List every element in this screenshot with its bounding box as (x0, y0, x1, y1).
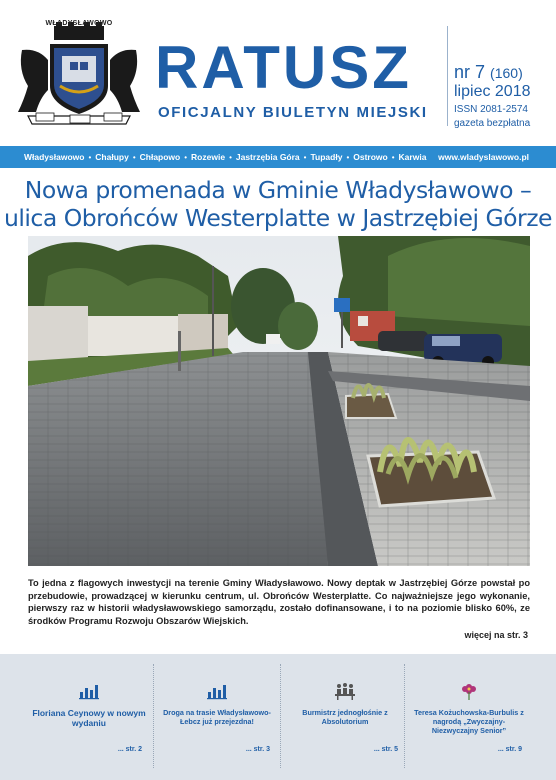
nav-separator: • (184, 152, 188, 162)
issue-number (454, 62, 531, 83)
nav-locality[interactable]: Karwia (398, 152, 427, 162)
issue-total: (160) (490, 65, 523, 81)
issue-nr: nr 7 (454, 62, 486, 82)
issue-date: lipiec 2018 (454, 83, 531, 100)
nav-locality[interactable]: Tupadły (310, 152, 343, 162)
teaser-divider (280, 664, 281, 768)
issue-info (454, 62, 531, 130)
teaser-1[interactable] (28, 668, 150, 772)
localities-bar (0, 146, 556, 168)
teaser-2-page: ... str. 3 (245, 746, 270, 753)
publication-title: RATUSZ (155, 34, 412, 101)
meeting-icon (334, 682, 356, 700)
nav-separator: • (88, 152, 92, 162)
coat-of-arms-logo (14, 20, 144, 126)
website-link[interactable]: www.wladyslawowo.pl (438, 152, 529, 162)
promenade-photo (28, 236, 530, 566)
nav-separator: • (132, 152, 136, 162)
headline-line-1: Nowa promenada w Gminie Władysławowo – (24, 176, 532, 204)
article-headline (0, 176, 556, 232)
nav-locality[interactable]: Chałupy (95, 152, 129, 162)
nav-locality[interactable]: Rozewie (191, 152, 226, 162)
nav-separator: • (229, 152, 232, 162)
localities-list (0, 152, 426, 162)
teaser-divider (404, 664, 405, 768)
bar-chart-icon (78, 682, 100, 700)
nav-locality[interactable]: Jastrzębia Góra (235, 152, 300, 162)
teaser-4-title: Teresa Kożuchowska-Burbulis z nagrodą „Zwyczajny-Niezwyczajny Senior” (414, 708, 524, 735)
nav-separator: • (303, 152, 307, 162)
article-lead: To jedna z flagowych inwestycji na terenie Gminy Władysławowo. Nowy deptak w Jastrzębiej Górze powstał po przebudowie, prowadzącej w kierunku centrum, ul. Obrońców Westerplatte. Co najważniejsze jego wykonanie, pierwszy raz w historii władysławowskiego samorządu, zostało dofinansowane, i to na poziomie blisko 60%, ze środków Programu Rozwoju Obszarów Wiejskich. (28, 578, 530, 626)
nav-separator: • (391, 152, 395, 162)
publication-subtitle: OFICJALNY BIULETYN MIEJSKI (158, 104, 428, 121)
headline-line-2: ulica Obrońców Westerplatte w Jastrzębiej Górze (3, 204, 553, 232)
teaser-divider (153, 664, 154, 768)
teaser-3-page: ... str. 5 (373, 746, 398, 753)
teaser-3[interactable] (284, 668, 406, 772)
free-notice: gazeta bezpłatna (454, 118, 531, 129)
teaser-4[interactable] (408, 668, 530, 772)
teaser-3-title: Burmistrz jednogłośnie z Absolutorium (302, 708, 388, 726)
teaser-1-page: ... str. 2 (117, 746, 142, 753)
continued-link[interactable]: więcej na str. 3 (464, 630, 528, 640)
bar-chart-icon (206, 682, 228, 700)
nav-locality[interactable]: Władysławowo (24, 152, 85, 162)
crest-town-name: WŁADYSŁAWOWO (45, 20, 113, 27)
issn: ISSN 2081-2574 (454, 104, 528, 115)
teaser-1-title: Floriana Ceynowy w nowym wydaniu (32, 708, 146, 728)
teaser-4-page: ... str. 9 (497, 746, 522, 753)
nav-locality[interactable]: Chłapowo (139, 152, 181, 162)
nav-locality[interactable]: Ostrowo (353, 152, 388, 162)
masthead-divider (447, 26, 448, 126)
flower-icon (458, 682, 480, 700)
teaser-2-title: Droga na trasie Władysławowo-Łebcz już przejezdna! (163, 708, 271, 726)
teaser-2[interactable] (156, 668, 278, 772)
nav-separator: • (346, 152, 350, 162)
